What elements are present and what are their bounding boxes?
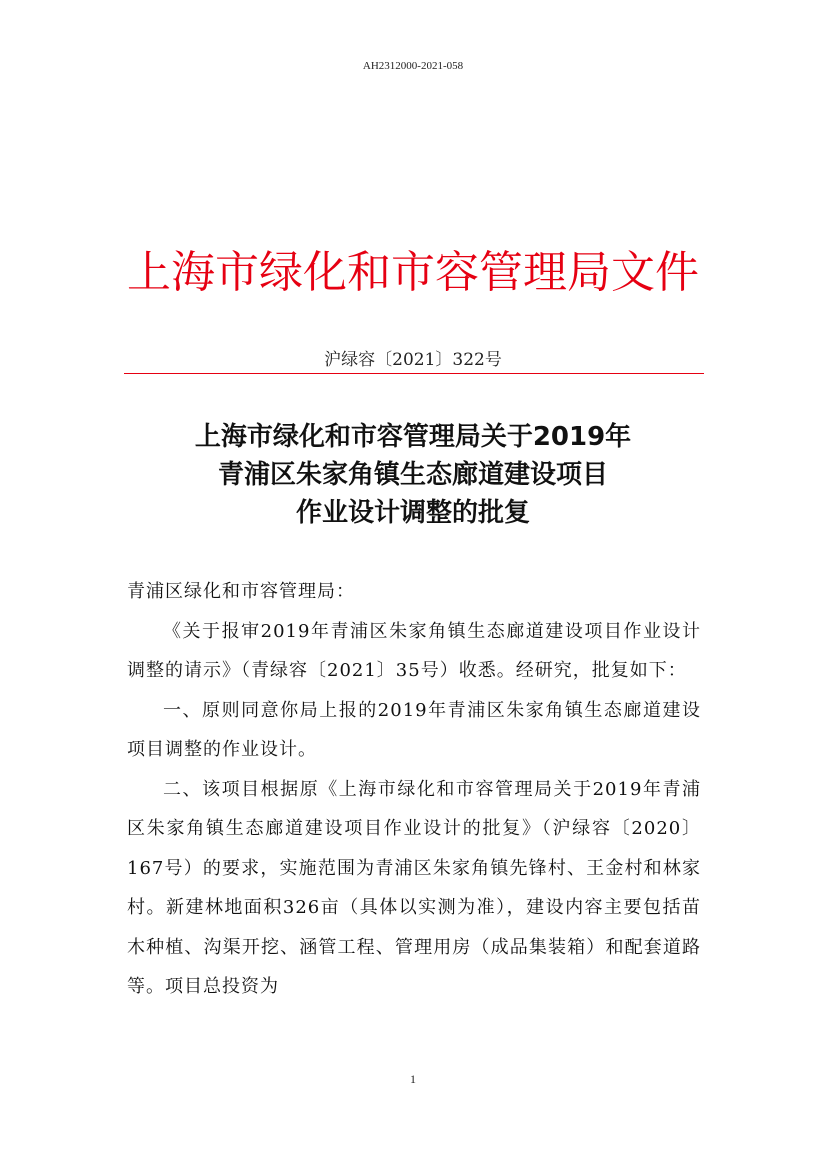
- document-code: AH2312000-2021-058: [362, 60, 464, 72]
- red-divider-line: [124, 373, 704, 374]
- issuer-heading: 上海市绿化和市容管理局文件: [127, 247, 699, 298]
- document-title: [0, 418, 826, 532]
- title-line-1: 上海市绿化和市容管理局关于2019年: [194, 422, 632, 452]
- body-paragraph-1: 《关于报审2019年青浦区朱家角镇生态廊道建设项目作业设计调整的请示》（青绿容〔2021〕35号）收悉。经研究，批复如下：: [127, 620, 701, 681]
- addressee: 青浦区绿化和市容管理局：: [127, 581, 355, 602]
- title-line-2: 青浦区朱家角镇生态廊道建设项目: [217, 460, 608, 490]
- body-paragraph-2: 一、原则同意你局上报的2019年青浦区朱家角镇生态廊道建设项目调整的作业设计。: [127, 699, 701, 760]
- page-number: 1: [410, 1072, 416, 1086]
- title-line-3: 作业设计调整的批复: [295, 498, 530, 528]
- document-body: [127, 572, 701, 1007]
- document-number: 沪绿容〔2021〕322号: [324, 350, 502, 370]
- body-paragraph-3: 二、该项目根据原《上海市绿化和市容管理局关于2019年青浦区朱家角镇生态廊道建设项目作业设计的批复》（沪绿容〔2020〕167号）的要求，实施范围为青浦区朱家角镇先锋村、王金村和林家村。新建林地面积326亩（具体以实测为准），建设内容主要包括苗木种植、沟渠开挖、涵管工程、管理用房（成品集装箱）和配套道路等。项目总投资为: [127, 778, 701, 997]
